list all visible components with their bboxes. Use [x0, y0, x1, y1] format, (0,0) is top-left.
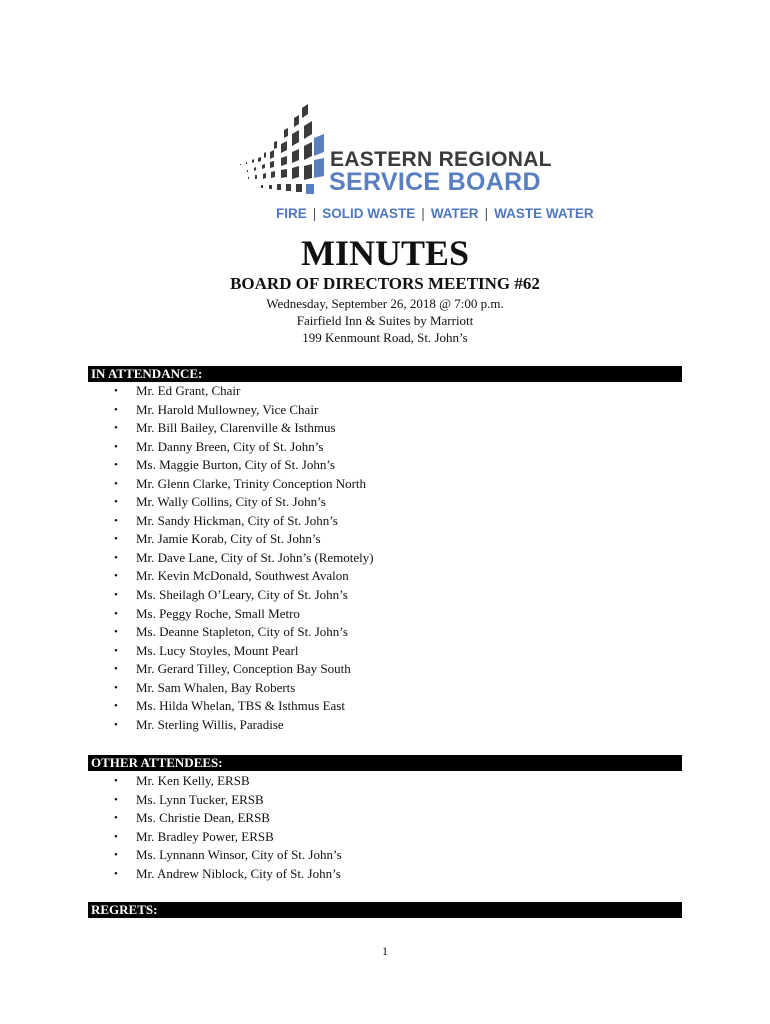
list-item-text: Ms. Peggy Roche, Small Metro — [136, 605, 300, 621]
bullet-icon: • — [114, 681, 118, 694]
logo-service-fire: FIRE — [276, 206, 307, 221]
list-item — [112, 716, 374, 735]
bullet-icon: • — [114, 644, 118, 657]
bullet-icon: • — [114, 514, 118, 527]
list-item — [112, 512, 374, 531]
list-item-text: Ms. Lynnann Winsor, City of St. John’s — [136, 847, 342, 863]
ersb-logo — [236, 96, 594, 230]
list-item — [112, 660, 374, 679]
list-item — [112, 623, 374, 642]
bullet-icon: • — [114, 626, 118, 639]
bullet-icon: • — [114, 477, 118, 490]
list-item-text: Mr. Harold Mullowney, Vice Chair — [136, 401, 319, 417]
list-item-text: Ms. Sheilagh O’Leary, City of St. John’s — [136, 587, 348, 603]
bullet-icon: • — [114, 867, 118, 880]
list-item — [112, 828, 342, 847]
list-item — [112, 567, 374, 586]
logo-separator: | — [484, 206, 489, 221]
list-item — [112, 493, 374, 512]
list-item — [112, 586, 374, 605]
bullet-icon: • — [114, 496, 118, 509]
bullet-icon: • — [114, 718, 118, 731]
logo-separator: | — [421, 206, 425, 221]
list-item-text: Mr. Sam Whalen, Bay Roberts — [136, 679, 296, 695]
list-item-text: Ms. Deanne Stapleton, City of St. John’s — [136, 624, 348, 640]
list-item — [112, 846, 342, 865]
page-number: 1 — [382, 944, 388, 958]
list-item-text: Mr. Kevin McDonald, Southwest Avalon — [136, 568, 349, 584]
list-item — [112, 419, 374, 438]
list-item — [112, 865, 342, 884]
bullet-icon: • — [114, 700, 118, 713]
list-item — [112, 382, 374, 401]
list-item-text: Ms. Christie Dean, ERSB — [136, 810, 270, 826]
list-item-text: Mr. Ken Kelly, ERSB — [136, 773, 250, 788]
bullet-icon: • — [114, 459, 118, 472]
bullet-icon: • — [114, 570, 118, 583]
list-item — [112, 438, 374, 457]
meeting-address: 199 Kenmount Road, St. John’s — [302, 330, 468, 345]
list-item-text: Mr. Sterling Willis, Paradise — [136, 716, 284, 732]
bullet-icon: • — [114, 812, 118, 825]
bullet-icon: • — [114, 849, 118, 862]
logo-mark-icon — [236, 96, 326, 196]
meeting-date: Wednesday, September 26, 2018 @ 7:00 p.m. — [266, 296, 504, 311]
logo-separator: | — [312, 206, 317, 221]
list-item-text: Mr. Gerard Tilley, Conception Bay South — [136, 661, 351, 677]
list-item — [112, 772, 342, 791]
list-item-text: Ms. Lucy Stoyles, Mount Pearl — [136, 642, 299, 658]
bullet-icon: • — [114, 663, 118, 676]
list-item — [112, 530, 374, 549]
list-item-text: Mr. Ed Grant, Chair — [136, 383, 241, 398]
bullet-icon: • — [114, 440, 118, 453]
document-title: MINUTES — [300, 233, 470, 273]
logo-service-water: WATER — [430, 206, 479, 221]
list-item-text: Ms. Lynn Tucker, ERSB — [136, 791, 264, 807]
list-item-text: Mr. Bradley Power, ERSB — [136, 828, 274, 844]
list-item — [112, 791, 342, 810]
bullet-icon: • — [114, 551, 118, 564]
logo-line-service-board: SERVICE BOARD — [329, 168, 541, 196]
logo-line-eastern-regional: EASTERN REGIONAL — [330, 148, 552, 171]
list-item-text: Ms. Hilda Whelan, TBS & Isthmus East — [136, 698, 345, 714]
attendance-list — [112, 382, 374, 734]
list-item-text: Mr. Andrew Niblock, City of St. John’s — [136, 865, 341, 881]
list-item — [112, 456, 374, 475]
bullet-icon: • — [114, 589, 118, 602]
list-item-text: Mr. Jamie Korab, City of St. John’s — [136, 531, 321, 547]
meeting-subtitle: BOARD OF DIRECTORS MEETING #62 — [230, 274, 540, 293]
meeting-venue: Fairfield Inn & Suites by Marriott — [296, 313, 474, 328]
bullet-icon: • — [114, 385, 118, 397]
bullet-icon: • — [114, 607, 118, 620]
bullet-icon: • — [114, 830, 118, 843]
list-item — [112, 549, 374, 568]
list-item — [112, 679, 374, 698]
list-item-text: Mr. Wally Collins, City of St. John’s — [136, 494, 326, 510]
list-item — [112, 475, 374, 494]
bullet-icon: • — [114, 793, 118, 806]
list-item — [112, 809, 342, 828]
section-heading-other-attendees: OTHER ATTENDEES: — [88, 755, 682, 771]
other-attendees-list — [112, 772, 342, 883]
bullet-icon: • — [114, 533, 118, 546]
list-item-text: Mr. Sandy Hickman, City of St. John’s — [136, 512, 338, 528]
list-item-text: Mr. Glenn Clarke, Trinity Conception North — [136, 475, 367, 491]
bullet-icon: • — [114, 422, 118, 435]
section-heading-regrets: REGRETS: — [88, 902, 682, 918]
list-item-text: Mr. Dave Lane, City of St. John’s (Remotely) — [136, 549, 374, 565]
list-item — [112, 605, 374, 624]
list-item-text: Mr. Bill Bailey, Clarenville & Isthmus — [136, 420, 336, 436]
logo-services-tagline — [276, 206, 594, 221]
bullet-icon: • — [114, 403, 118, 416]
logo-service-waste-water: WASTE WATER — [494, 206, 594, 221]
logo-service-solid-waste: SOLID WASTE — [322, 206, 416, 221]
section-heading-in-attendance: IN ATTENDANCE: — [88, 366, 682, 382]
bullet-icon: • — [114, 775, 118, 787]
list-item-text: Mr. Danny Breen, City of St. John’s — [136, 438, 324, 454]
list-item-text: Ms. Maggie Burton, City of St. John’s — [136, 457, 335, 473]
list-item — [112, 401, 374, 420]
list-item — [112, 642, 374, 661]
list-item — [112, 697, 374, 716]
